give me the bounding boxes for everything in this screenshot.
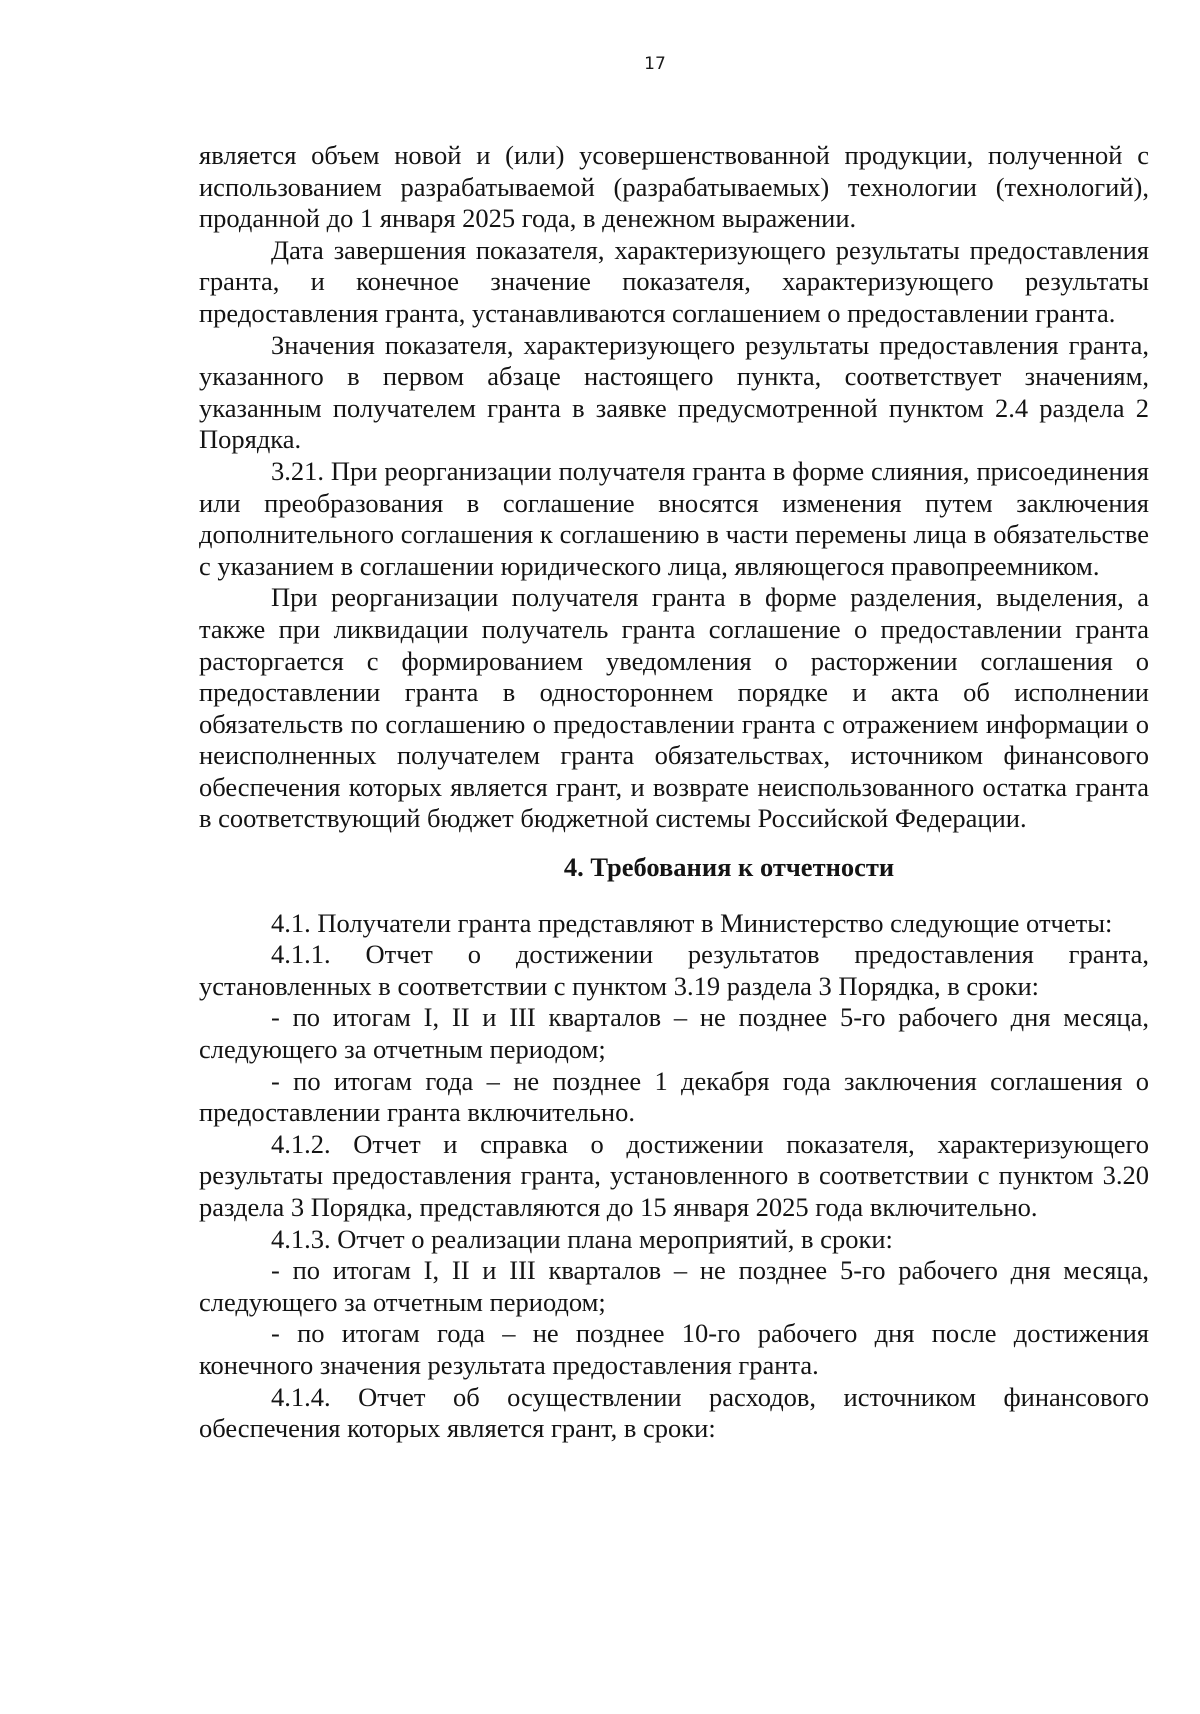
paragraph-4-1-3: 4.1.3. Отчет о реализации плана мероприятий, в сроки: [271, 1223, 893, 1254]
document-body [199, 140, 1149, 1445]
paragraph-4-1-2: 4.1.2. Отчет и справка о достижении показателя, характеризующего результаты предоставления гранта, установленного в соответствии с пунктом 3.20 раздела 3 Порядка, представляются до 15 января 2025 года включительно. [199, 1128, 1149, 1222]
section-heading: 4. Требования к отчетности [563, 852, 895, 883]
list-item: - по итогам года – не позднее 1 декабря года заключения соглашения о предоставлении гранта включительно. [199, 1065, 1149, 1128]
paragraph-3-21: 3.21. При реорганизации получателя гранта в форме слияния, присоединения или преобразования в соглашение вносятся изменения путем заключения дополнительного соглашения к соглашению в части перемены лица в обязательстве с указанием в соглашении юридического лица, являющегося правопреемником. [199, 455, 1149, 581]
list-item: - по итогам I, II и III кварталов – не позднее 5-го рабочего дня месяца, следующего за отчетным периодом; [199, 1255, 1149, 1317]
paragraph-4-1-4: 4.1.4. Отчет об осуществлении расходов, источником финансового обеспечения которых является грант, в сроки: [199, 1381, 1149, 1444]
list-item: - по итогам года – не позднее 10-го рабочего дня после достижения конечного значения результата предоставления гранта. [199, 1318, 1149, 1380]
page-number: 17 [644, 54, 666, 74]
paragraph: Значения показателя, характеризующего результаты предоставления гранта, указанного в первом абзаце настоящего пункта, соответствует значениям, указанным получателем гранта в заявке предусмотренной пунктом 2.4 раздела 2 Порядка. [199, 329, 1149, 455]
list-item: - по итогам I, II и III кварталов – не позднее 5-го рабочего дня месяца, следующего за отчетным периодом; [199, 1002, 1149, 1065]
paragraph-4-1: 4.1. Получатели гранта представляют в Министерство следующие отчеты: [271, 907, 1113, 938]
paragraph-4-1-1: 4.1.1. Отчет о достижении результатов предоставления гранта, установленных в соответствии с пунктом 3.19 раздела 3 Порядка, в сроки: [199, 939, 1149, 1001]
paragraph: При реорганизации получателя гранта в форме разделения, выделения, а также при ликвидации получатель гранта соглашение о предоставлении гранта расторгается с формированием уведомления о расторжении соглашения о предоставлении гранта в одностороннем порядке и акта об исполнении обязательств по соглашению о предоставлении гранта с отражением информации о неисполненных получателем гранта обязательствах, источником финансового обеспечения которых является грант, и возврате неиспользованного остатка гранта в соответствующий бюджет бюджетной системы Российской Федерации. [199, 582, 1149, 834]
paragraph: Дата завершения показателя, характеризующего результаты предоставления гранта, и конечное значение показателя, характеризующего результаты предоставления гранта, устанавливаются соглашением о предоставлении гранта. [199, 234, 1149, 328]
paragraph: является объем новой и (или) усовершенствованной продукции, полученной с использованием разрабатываемой (разрабатываемых) технологии (технологий), проданной до 1 января 2025 года, в денежном выражении. [199, 140, 1149, 234]
